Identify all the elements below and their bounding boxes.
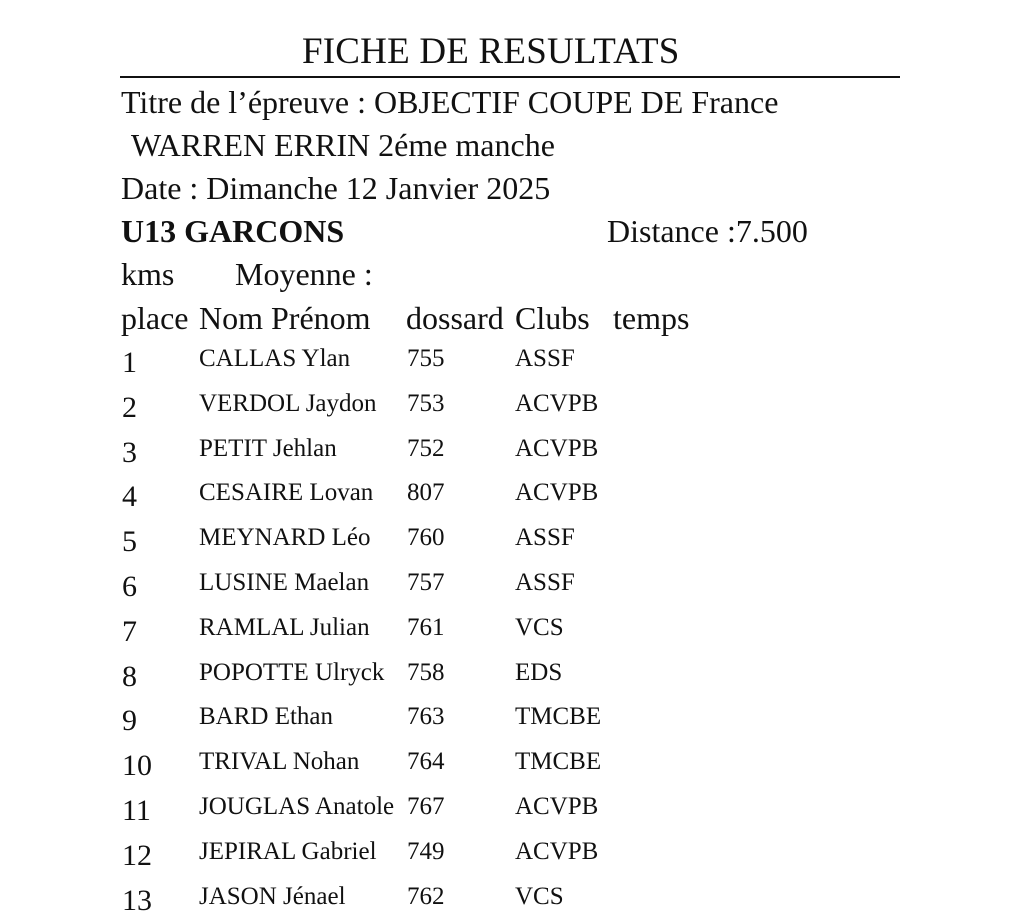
row-name: RAMLAL Julian [199,613,370,641]
table-row [0,745,1024,790]
row-bib: 762 [407,882,445,910]
table-row [0,835,1024,880]
row-club: VCS [515,613,564,641]
row-place: 10 [122,749,152,783]
row-club: ACVPB [515,434,599,462]
event-title-line: Titre de l’épreuve : OBJECTIF COUPE DE France [121,84,779,120]
row-club: EDS [515,658,563,686]
row-place: 8 [122,659,137,693]
results-table [0,342,1024,924]
event-date-line: Date : Dimanche 12 Janvier 2025 [121,170,551,206]
table-row [0,700,1024,745]
event-subtitle-line: WARREN ERRIN 2éme manche [131,127,555,163]
row-bib: 755 [407,345,445,372]
row-club: ACVPB [515,792,599,820]
row-bib: 807 [407,479,445,507]
row-bib: 764 [407,748,445,776]
row-place: 4 [122,480,137,514]
row-club: ACVPB [515,837,599,865]
row-name: POPOTTE Ulryck [199,658,385,686]
column-header-name: Nom Prénom [199,300,371,336]
column-header-club: Clubs [515,300,590,336]
row-name: CALLAS Ylan [199,345,351,372]
row-name: MEYNARD Léo [199,524,371,552]
table-row [0,566,1024,611]
row-club: ASSF [515,524,575,552]
race-category: U13 GARCONS [121,213,345,249]
row-bib: 749 [407,837,445,865]
table-row [0,476,1024,521]
table-row [0,432,1024,477]
row-bib: 753 [407,389,445,417]
row-name: VERDOL Jaydon [199,389,377,417]
table-row [0,880,1024,924]
row-bib: 757 [407,568,445,596]
table-row [0,342,1024,387]
row-place: 2 [122,390,137,424]
row-place: 3 [122,435,137,469]
row-bib: 752 [407,434,445,462]
row-place: 7 [122,614,137,648]
distance-units: kms [121,256,175,292]
column-header-time: temps [613,300,690,336]
row-bib: 763 [407,703,445,731]
table-row [0,790,1024,835]
table-row [0,611,1024,656]
table-row [0,387,1024,432]
row-place: 6 [122,569,137,603]
row-name: JOUGLAS Anatole [199,792,395,820]
row-place: 13 [122,883,152,917]
row-club: TMCBE [515,703,602,731]
row-bib: 760 [407,524,445,552]
row-place: 5 [122,525,137,559]
page-title: FICHE DE RESULTATS [302,31,680,72]
column-header-bib: dossard [406,300,504,336]
row-name: TRIVAL Nohan [199,748,360,776]
row-bib: 758 [407,658,445,686]
row-bib: 767 [407,792,445,820]
row-name: PETIT Jehlan [199,434,337,462]
row-name: CESAIRE Lovan [199,479,374,507]
row-place: 12 [122,838,152,872]
row-club: ASSF [515,345,575,372]
column-header-place: place [121,300,189,336]
table-row [0,521,1024,566]
row-name: BARD Ethan [199,703,334,731]
row-place: 11 [122,793,151,827]
row-club: ACVPB [515,479,599,507]
row-place: 1 [122,346,137,379]
row-club: ASSF [515,568,575,596]
average-speed-label: Moyenne : [235,256,373,292]
race-distance: Distance :7.500 [607,213,808,249]
title-underline [120,76,900,78]
row-name: JEPIRAL Gabriel [199,837,377,865]
row-name: LUSINE Maelan [199,568,370,596]
row-bib: 761 [407,613,445,641]
row-club: TMCBE [515,748,602,776]
table-row [0,656,1024,701]
row-place: 9 [122,704,137,738]
row-club: ACVPB [515,389,599,417]
row-club: VCS [515,882,564,910]
row-name: JASON Jénael [199,882,346,910]
